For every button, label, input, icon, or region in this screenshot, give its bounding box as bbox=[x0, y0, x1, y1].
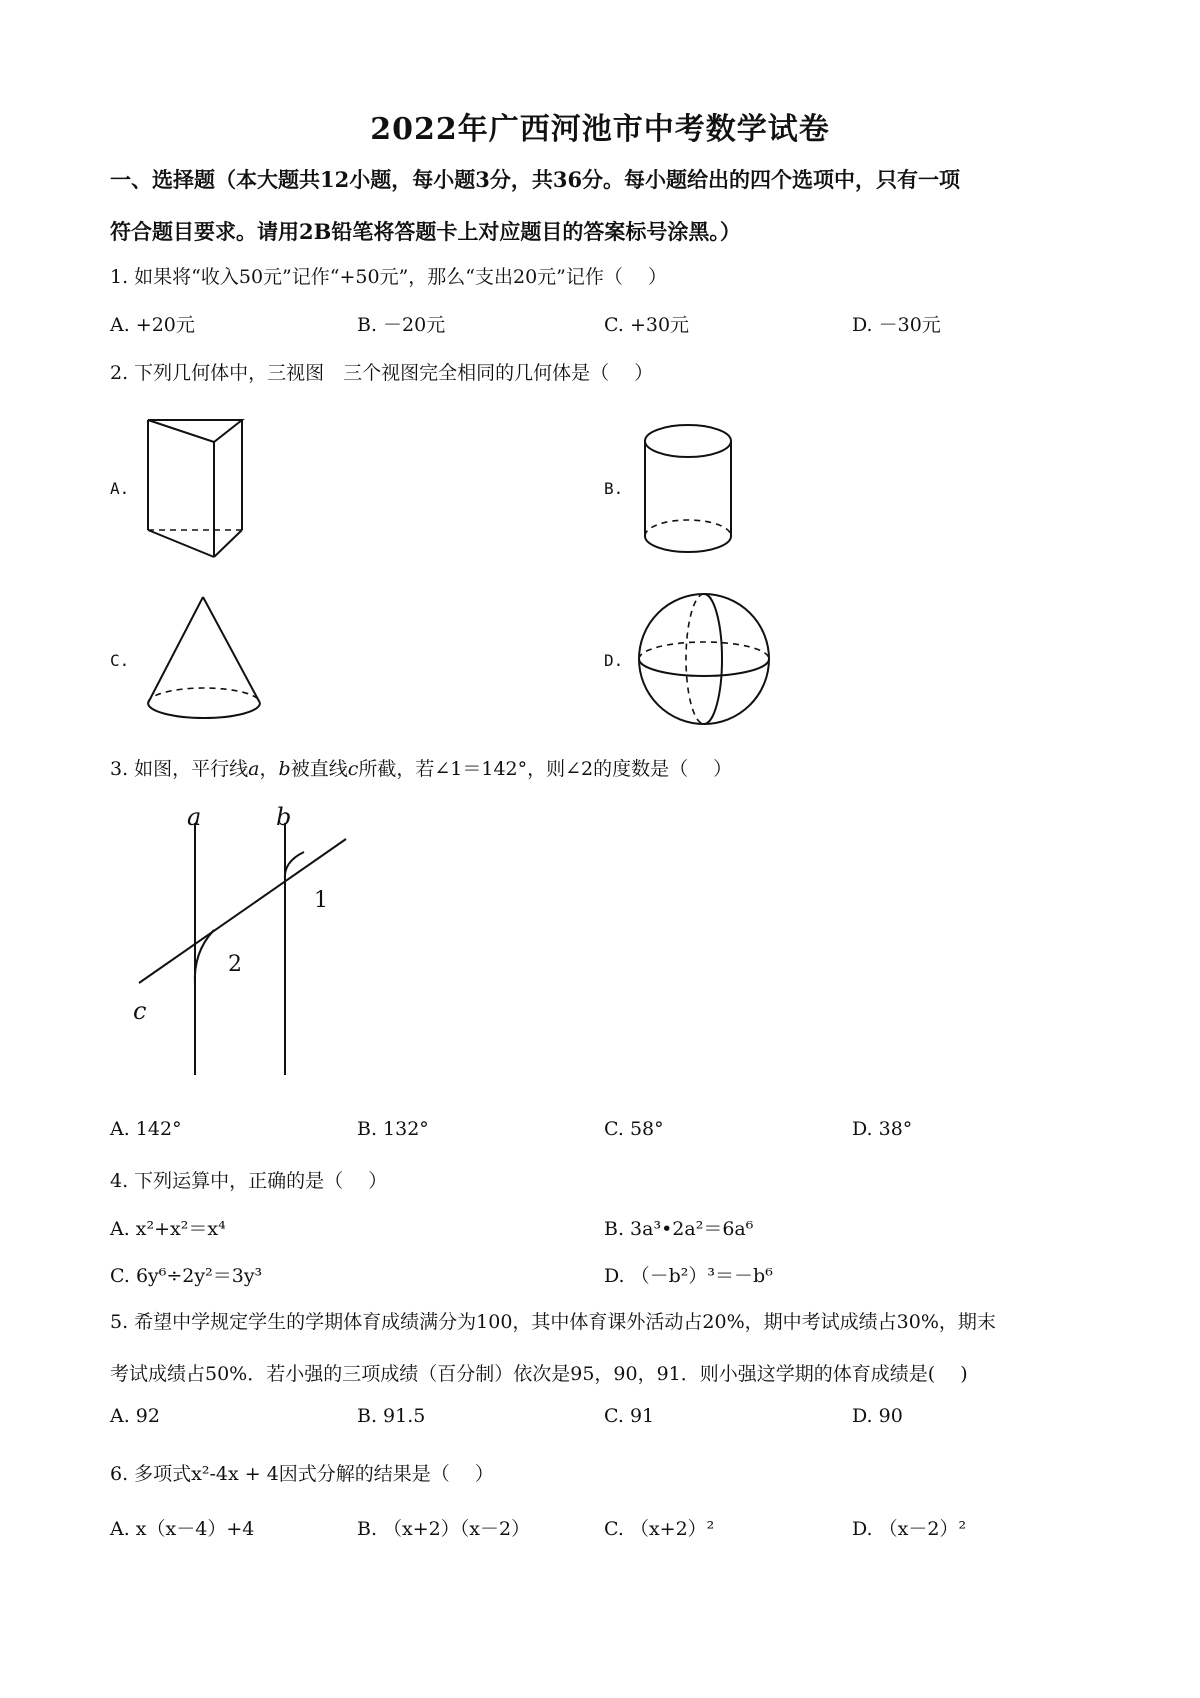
question-6-option-a: A. x（x－4）+4 bbox=[110, 1518, 255, 1540]
question-5-stem-line-2: 考试成绩占50%．若小强的三项成绩（百分制）依次是95，90，91．则小强这学期的体育成绩是( ) bbox=[110, 1363, 968, 1385]
question-5-option-d: D. 90 bbox=[852, 1405, 903, 1427]
figure-label-c: C. bbox=[110, 651, 130, 670]
question-4-option-b: B. 3a³•2a²＝6a⁶ bbox=[604, 1218, 754, 1240]
question-1-option-a: A. +20元 bbox=[110, 314, 195, 336]
question-4-option-d: D. （－b²）³＝－b⁶ bbox=[604, 1265, 773, 1287]
section-heading-line-2: 符合题目要求。请用2B铅笔将答题卡上对应题目的答案标号涂黑。） bbox=[110, 219, 741, 244]
question-3-option-b: B. 132° bbox=[357, 1118, 429, 1140]
question-2-stem: 2. 下列几何体中，三视图 三个视图完全相同的几何体是（ ） bbox=[110, 362, 654, 384]
question-1-option-c: C. +30元 bbox=[604, 314, 690, 336]
question-3-option-d: D. 38° bbox=[852, 1118, 913, 1140]
angle-2-label: 2 bbox=[228, 952, 242, 977]
question-1-stem: 1. 如果将“收入50元”记作“+50元”，那么“支出20元”记作（ ） bbox=[110, 266, 667, 288]
line-a-label: a bbox=[187, 803, 202, 831]
section-heading-line-1: 一、选择题（本大题共12小题，每小题3分，共36分。每小题给出的四个选项中，只有一项 bbox=[110, 167, 961, 192]
question-6-option-c: C. （x+2）² bbox=[604, 1518, 715, 1540]
figure-label-b: B. bbox=[604, 479, 624, 498]
question-3-option-c: C. 58° bbox=[604, 1118, 664, 1140]
question-5-stem bbox=[110, 1296, 1110, 1400]
question-1-option-d: D. －30元 bbox=[852, 314, 941, 336]
question-5-option-b: B. 91.5 bbox=[357, 1405, 426, 1427]
question-5-stem-line-1: 5. 希望中学规定学生的学期体育成绩满分为100，其中体育课外活动占20%，期中考试成绩占30%，期末 bbox=[110, 1311, 996, 1333]
question-6-stem: 6. 多项式x²-4x + 4因式分解的结果是（ ） bbox=[110, 1463, 494, 1485]
question-4-option-a: A. x²+x²＝x⁴ bbox=[110, 1218, 226, 1240]
question-5-option-c: C. 91 bbox=[604, 1405, 655, 1427]
question-5-option-a: A. 92 bbox=[110, 1405, 160, 1427]
figure-label-a: A. bbox=[110, 479, 130, 498]
question-4-option-c: C. 6y⁶÷2y²＝3y³ bbox=[110, 1265, 263, 1287]
question-4-stem: 4. 下列运算中，正确的是（ ） bbox=[110, 1170, 388, 1192]
figure-label-d: D. bbox=[604, 651, 624, 670]
line-b-label: b bbox=[276, 803, 292, 831]
question-6-option-b: B. （x+2）（x－2） bbox=[357, 1518, 531, 1540]
question-3-option-a: A. 142° bbox=[110, 1118, 182, 1140]
line-c-label: c bbox=[133, 997, 147, 1025]
question-6-option-d: D. （x－2）² bbox=[852, 1518, 967, 1540]
page-title: 2022年广西河池市中考数学试卷 bbox=[370, 112, 830, 147]
question-3-stem: 3. 如图，平行线a，b被直线c所截，若∠1＝142°，则∠2的度数是（ ） bbox=[110, 758, 733, 780]
angle-1-label: 1 bbox=[314, 888, 328, 913]
question-1-option-b: B. －20元 bbox=[357, 314, 446, 336]
